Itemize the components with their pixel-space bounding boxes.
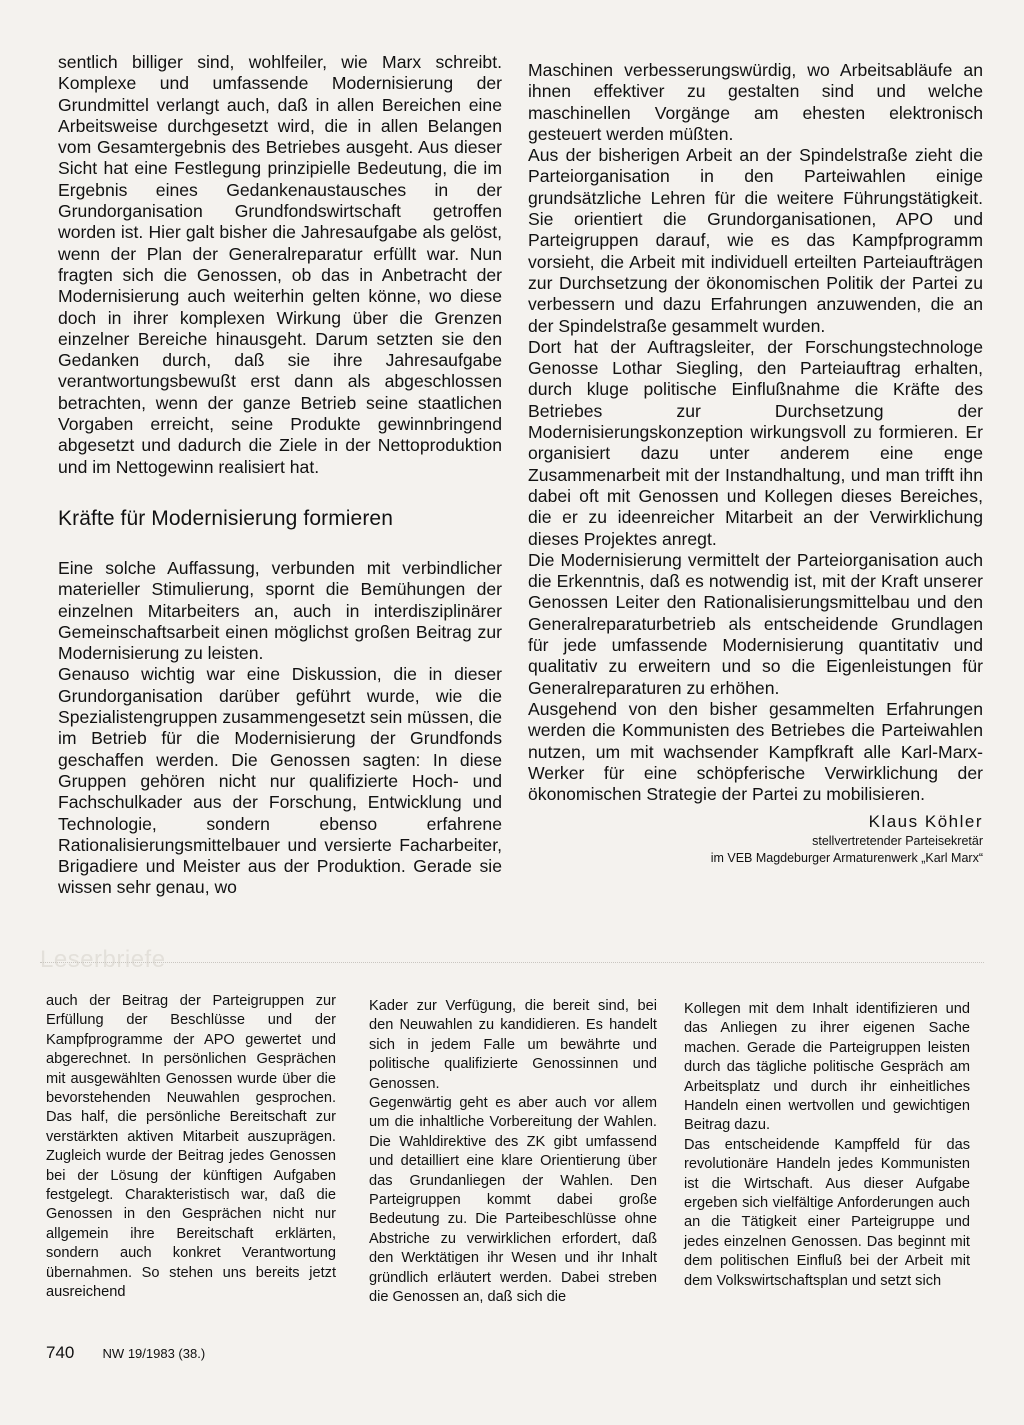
- page-footer: [46, 1343, 205, 1363]
- paragraph: Dort hat der Auftragsleiter, der Forschungstechnologe Genosse Lothar Siegling, den Parteiauftrag erhalten, durch kluge politische Einflußnahme die Kräfte des Betriebes zur Durchsetzung der Modernisierungskonzeption wirkungsvoll zu formieren. Er organisiert dazu unter anderem eine enge Zusammenarbeit mit der Instandhaltung, und man trifft ihn dabei oft mit Genossen und Kollegen dieses Bereiches, die er zu ideenreicher Mitarbeit an der Verwirklichung dieses Projektes anregt.: [528, 336, 983, 549]
- section-divider: [40, 962, 984, 964]
- page-number: 740: [46, 1343, 75, 1362]
- paragraph: Ausgehend von den bisher gesammelten Erfahrungen werden die Kommunisten des Betriebes die Parteiwahlen nutzen, um mit wachsender Kampfkraft alle Karl-Marx-Werker für eine schöpferische Verwirklichung der ökonomischen Strategie der Partei zu mobilisieren.: [528, 698, 983, 805]
- author-name: Klaus Köhler: [868, 812, 983, 832]
- paragraph: Aus der bisherigen Arbeit an der Spindelstraße zieht die Parteiorganisation in den Parteiwahlen einige grundsätzliche Lehren für die weitere Führungstätigkeit. Sie orientiert die Grundorganisationen, APO und Parteigruppen darauf, wie es das Kampfprogramm vorsieht, die Arbeit mit individuell erteilten Parteiaufträgen zur Durchsetzung der ökonomischen Politik der Partei zu verbessern und dazu Erfahrungen anzuwenden, die an der Spindelstraße gesammelt wurden.: [528, 145, 983, 336]
- paragraph: Maschinen verbesserungswürdig, wo Arbeitsabläufe an ihnen effektiver zu gestalten sind und welche maschinellen Vorgänge am ehesten elektronisch gesteuert werden müßten.: [528, 60, 983, 144]
- paragraph: Die Modernisierung vermittelt der Parteiorganisation auch die Erkenntnis, daß es notwendig ist, mit der Kraft unserer Genossen Leiter den Rationalisierungsmittelbau und den Generalreparaturbetrieb als entscheidende Grundlagen für jede umfassende Modernisierung quantitativ und qualitativ zu erweitern und so die Eigenleistungen für Generalreparaturen zu erhöhen.: [528, 549, 983, 698]
- letter-column-1: [46, 992, 336, 1303]
- faded-section-heading: Leserbriefe: [40, 946, 166, 973]
- paragraph: Eine solche Auffassung, verbunden mit verbindlicher materieller Stimulierung, spornt die Bemühungen der einzelnen Mitarbeiters an, auch in interdisziplinärer Gemeinschaftsarbeit einen möglichst großen Beitrag zur Modernisierung zu leisten.: [58, 557, 502, 664]
- paragraph: Genauso wichtig war eine Diskussion, die in dieser Grundorganisation darüber geführt wurde, wie die Spezialistengruppen zusammengesetzt sein müssen, die im Betrieb für die Modernisierung der Grundfonds geschaffen werden. Die Genossen sagten: In diese Gruppen gehören nicht nur qualifizierte Hoch- und Fachschulkader aus der Forschung, Entwicklung und Technologie, sondern ebenso erfahrene Rationalisierungsmittelbauer und versierte Facharbeiter, Brigadiere und Meister aus der Produktion. Gerade sie wissen sehr genau, wo: [58, 664, 503, 898]
- paragraph: sentlich billiger sind, wohlfeiler, wie Marx schreibt. Komplexe und umfassende Modernisierung der Grundmittel verlangt auch, daß in allen Bereichen eine Arbeitsweise durchgesetzt wird, die in allen Belangen vom Gesamtergebnis des Betriebes ausgeht. Aus dieser Sicht hat eine Festlegung prinzipielle Bedeutung, die im Ergebnis eines Gedankenaustausches in der Grundorganisation Grundfondswirtschaft getroffen worden ist. Hier galt bisher die Jahresaufgabe als gelöst, wenn der Plan der Generalreparatur erfüllt war. Nun fragten sich die Genossen, ob das in Anbetracht der Modernisierung auch weiterhin gelten könne, wo diese doch in ihrer komplexen Wirkung über die Grenzen einzelner Bereiche hinausgeht. Darum setzten sie den Gedanken durch, daß sie ihre Jahresaufgabe verantwortungsbewußt erst dann als abgeschlossen betrachten, wenn der ganze Betrieb seine staatlichen Vorgaben erreicht, seine Produkte gewinnbringend abgesetzt und dadurch die Ziele in der Nettoproduktion und im Nettogewinn realisiert hat.: [58, 52, 502, 477]
- paragraph: Gegenwärtig geht es aber auch vor allem um die inhaltliche Vorbereitung der Wahlen. Die Wahldirektive des ZK gibt umfassend und detailliert eine klare Orientierung über das Grundanliegen der Wahlen. Den Parteigruppen kommt dabei große Bedeutung zu. Die Parteibeschlüsse ohne Abstriche zu verwirklichen erfordert, daß den Werktätigen ihr Wesen und ihr Inhalt gründlich erläutert werden. Dabei streben die Genossen an, daß sich die: [369, 1095, 657, 1306]
- paragraph: Das entscheidende Kampffeld für das revolutionäre Handeln jedes Kommunisten ist die Wirtschaft. Aus dieser Aufgabe ergeben sich vielfältige Anforderungen auch an die Tätigkeit einer Parteigruppe und jedes einzelnen Genossen. Das beginnt mit dem politischen Einfluß bei der Arbeit mit dem Volkswirtschaftsplan und setzt sich: [684, 1136, 970, 1289]
- letter-column-2: [369, 997, 657, 1308]
- paragraph: Kollegen mit dem Inhalt identifizieren und das Anliegen zu ihrer eigenen Sache machen. Gerade die Parteigruppen leisten durch das tägliche politische Gespräch am Arbeitsplatz und durch ihr einheitliches Handeln einen wertvollen und gewichtigen Beitrag dazu.: [684, 1001, 970, 1134]
- paragraph: auch der Beitrag der Parteigruppen zur Erfüllung der Beschlüsse und der Kampfprogramme der APO gewertet und abgerechnet. In persönlichen Gesprächen mit ausgewählten Genossen wurde über die bevorstehenden Neuwahlen gesprochen. Das half, die persönliche Bereitschaft zur verstärkten aktiven Mitarbeit auszuprägen. Zugleich wurde der Beitrag jedes Genossen bei der Lösung der künftigen Aufgaben festgelegt. Charakteristisch war, daß die Genossen in den Gesprächen nicht nur allgemein ihre Bereitschaft erklärten, sondern auch konkret Verantwortung übernahmen. So stehen uns bereits jetzt ausreichend: [46, 993, 336, 1301]
- article-column-left: [58, 52, 502, 899]
- section-heading: Kräfte für Modernisierung formieren: [58, 506, 393, 530]
- article-column-right: [528, 60, 983, 867]
- letter-column-3: [684, 1000, 970, 1291]
- author-organization: im VEB Magdeburger Armaturenwerk „Karl Marx“: [710, 850, 983, 865]
- author-role: stellvertretender Parteisekretär: [812, 833, 983, 848]
- paragraph: Kader zur Verfügung, die bereit sind, bei den Neuwahlen zu kandidieren. Es handelt sich in jedem Falle um bewährte und politische qualifizierte Genossinnen und Genossen.: [369, 998, 657, 1092]
- journal-reference: NW 19/1983 (38.): [102, 1346, 206, 1361]
